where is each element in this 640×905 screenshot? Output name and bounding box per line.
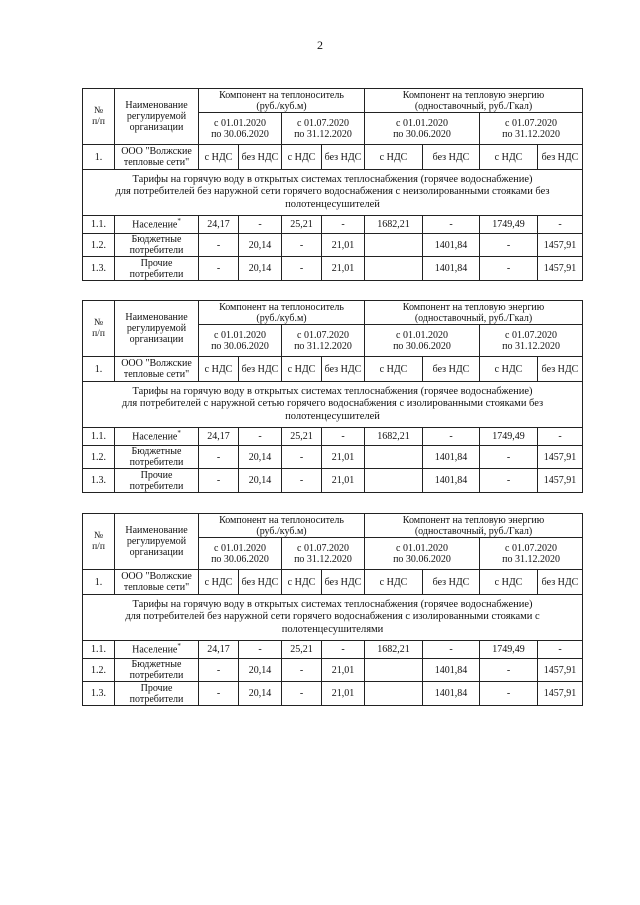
consumer-name: Бюджетные потребители <box>115 446 199 469</box>
carrier-value: 20,14 <box>239 234 282 257</box>
vat-included-label: с НДС <box>199 357 239 382</box>
footnote-mark: * <box>177 217 181 226</box>
carrier-value: 20,14 <box>239 659 282 682</box>
header-organization: Наименование регулируемой организации <box>115 89 199 145</box>
vat-excluded-label: без НДС <box>423 570 480 595</box>
tariff-caption: Тарифы на горячую воду в открытых системах теплоснабжения (горячее водоснабжение) для потребителей с наружной сетью горячего водоснабжения с изолированными стояками без полотенцесушителей <box>83 382 583 428</box>
carrier-value: 25,21 <box>282 641 322 659</box>
footnote-mark: * <box>177 429 181 438</box>
vat-included-label: с НДС <box>365 145 423 170</box>
row-number: 1.3. <box>83 469 115 493</box>
energy-value: 1401,84 <box>423 659 480 682</box>
carrier-value: 20,14 <box>239 469 282 493</box>
header-carrier-component: Компонент на теплоноситель (руб./куб.м) <box>199 301 365 325</box>
energy-value: 1457,91 <box>538 682 583 706</box>
vat-included-label: с НДС <box>480 570 538 595</box>
org-name: ООО "Волжские тепловые сети" <box>115 357 199 382</box>
consumer-name: Население* <box>115 216 199 234</box>
energy-value: - <box>538 216 583 234</box>
energy-value <box>365 682 423 706</box>
tariff-table <box>82 513 583 706</box>
energy-value: 1401,84 <box>423 234 480 257</box>
carrier-value: 25,21 <box>282 216 322 234</box>
org-name: ООО "Волжские тепловые сети" <box>115 145 199 170</box>
energy-value: - <box>538 641 583 659</box>
carrier-value: 20,14 <box>239 682 282 706</box>
energy-value: - <box>480 682 538 706</box>
tariff-caption: Тарифы на горячую воду в открытых системах теплоснабжения (горячее водоснабжение) для потребителей без наружной сети горячего водоснабжения с изолированными стояками с полотенцесушителями <box>83 595 583 641</box>
header-period-1: с 01.01.2020 по 30.06.2020 <box>199 538 282 570</box>
carrier-value: - <box>322 428 365 446</box>
vat-included-label: с НДС <box>199 145 239 170</box>
carrier-value: - <box>282 682 322 706</box>
carrier-value: - <box>282 446 322 469</box>
table-row <box>83 234 583 257</box>
header-number: № п/п <box>83 301 115 357</box>
row-number: 1.1. <box>83 216 115 234</box>
energy-value: 1682,21 <box>365 216 423 234</box>
header-period-1: с 01.01.2020 по 30.06.2020 <box>365 113 480 145</box>
energy-value <box>365 234 423 257</box>
header-period-2: с 01.07.2020 по 31.12.2020 <box>480 325 583 357</box>
energy-value: 1749,49 <box>480 641 538 659</box>
carrier-value: 25,21 <box>282 428 322 446</box>
energy-value: 1457,91 <box>538 469 583 493</box>
row-number: 1.3. <box>83 682 115 706</box>
vat-excluded-label: без НДС <box>423 357 480 382</box>
vat-excluded-label: без НДС <box>239 570 282 595</box>
carrier-value: 21,01 <box>322 234 365 257</box>
table-row <box>83 641 583 659</box>
footnote-mark: * <box>177 642 181 651</box>
carrier-value: - <box>322 216 365 234</box>
table-row <box>83 216 583 234</box>
carrier-value: - <box>199 446 239 469</box>
energy-value: 1457,91 <box>538 234 583 257</box>
table-row <box>83 446 583 469</box>
vat-included-label: с НДС <box>282 145 322 170</box>
energy-value: 1401,84 <box>423 446 480 469</box>
carrier-value: 20,14 <box>239 257 282 281</box>
vat-included-label: с НДС <box>480 145 538 170</box>
carrier-value: 21,01 <box>322 469 365 493</box>
carrier-value: 21,01 <box>322 659 365 682</box>
header-period-2: с 01.07.2020 по 31.12.2020 <box>282 113 365 145</box>
energy-value: 1457,91 <box>538 446 583 469</box>
consumer-name: Население* <box>115 641 199 659</box>
vat-included-label: с НДС <box>365 570 423 595</box>
consumer-name: Бюджетные потребители <box>115 659 199 682</box>
carrier-value: - <box>239 216 282 234</box>
vat-excluded-label: без НДС <box>423 145 480 170</box>
carrier-value: 24,17 <box>199 428 239 446</box>
energy-value: 1401,84 <box>423 469 480 493</box>
table-row <box>83 257 583 281</box>
carrier-value: - <box>282 234 322 257</box>
carrier-value: - <box>282 469 322 493</box>
energy-value <box>365 469 423 493</box>
carrier-value: - <box>282 659 322 682</box>
vat-included-label: с НДС <box>365 357 423 382</box>
table-row <box>83 682 583 706</box>
header-period-1: с 01.01.2020 по 30.06.2020 <box>199 113 282 145</box>
header-period-2: с 01.07.2020 по 31.12.2020 <box>480 538 583 570</box>
vat-included-label: с НДС <box>199 570 239 595</box>
table-row <box>83 469 583 493</box>
energy-value: 1682,21 <box>365 641 423 659</box>
header-carrier-component: Компонент на теплоноситель (руб./куб.м) <box>199 514 365 538</box>
vat-excluded-label: без НДС <box>322 145 365 170</box>
page-number: 2 <box>317 38 323 52</box>
header-period-2: с 01.07.2020 по 31.12.2020 <box>480 113 583 145</box>
header-number: № п/п <box>83 514 115 570</box>
vat-excluded-label: без НДС <box>239 145 282 170</box>
energy-value: 1401,84 <box>423 257 480 281</box>
energy-value: - <box>538 428 583 446</box>
vat-excluded-label: без НДС <box>538 357 583 382</box>
header-period-2: с 01.07.2020 по 31.12.2020 <box>282 325 365 357</box>
carrier-value: - <box>322 641 365 659</box>
consumer-name: Прочие потребители <box>115 682 199 706</box>
carrier-value: 24,17 <box>199 641 239 659</box>
energy-value: 1401,84 <box>423 682 480 706</box>
header-energy-component: Компонент на тепловую энергию (одноставочный, руб./Гкал) <box>365 514 583 538</box>
row-number: 1.2. <box>83 234 115 257</box>
row-number: 1.2. <box>83 659 115 682</box>
tariff-table <box>82 300 583 493</box>
carrier-value: - <box>239 428 282 446</box>
energy-value: - <box>423 641 480 659</box>
consumer-name: Прочие потребители <box>115 469 199 493</box>
row-number: 1.3. <box>83 257 115 281</box>
carrier-value: 21,01 <box>322 257 365 281</box>
vat-excluded-label: без НДС <box>322 570 365 595</box>
carrier-value: - <box>282 257 322 281</box>
carrier-value: 21,01 <box>322 446 365 469</box>
org-number: 1. <box>83 357 115 382</box>
carrier-value: 24,17 <box>199 216 239 234</box>
consumer-name: Прочие потребители <box>115 257 199 281</box>
header-period-1: с 01.01.2020 по 30.06.2020 <box>365 538 480 570</box>
org-name: ООО "Волжские тепловые сети" <box>115 570 199 595</box>
header-carrier-component: Компонент на теплоноситель (руб./куб.м) <box>199 89 365 113</box>
energy-value: - <box>480 234 538 257</box>
table-row <box>83 659 583 682</box>
header-energy-component: Компонент на тепловую энергию (одноставочный, руб./Гкал) <box>365 301 583 325</box>
energy-value: 1749,49 <box>480 428 538 446</box>
header-period-1: с 01.01.2020 по 30.06.2020 <box>365 325 480 357</box>
vat-included-label: с НДС <box>480 357 538 382</box>
header-energy-component: Компонент на тепловую энергию (одноставочный, руб./Гкал) <box>365 89 583 113</box>
vat-excluded-label: без НДС <box>538 570 583 595</box>
energy-value: 1749,49 <box>480 216 538 234</box>
energy-value: - <box>480 446 538 469</box>
header-organization: Наименование регулируемой организации <box>115 301 199 357</box>
carrier-value: - <box>199 469 239 493</box>
carrier-value: - <box>199 682 239 706</box>
energy-value: - <box>480 659 538 682</box>
org-number: 1. <box>83 570 115 595</box>
energy-value: - <box>480 257 538 281</box>
carrier-value: - <box>199 659 239 682</box>
energy-value <box>365 446 423 469</box>
header-period-1: с 01.01.2020 по 30.06.2020 <box>199 325 282 357</box>
vat-included-label: с НДС <box>282 357 322 382</box>
vat-included-label: с НДС <box>282 570 322 595</box>
org-number: 1. <box>83 145 115 170</box>
header-period-2: с 01.07.2020 по 31.12.2020 <box>282 538 365 570</box>
consumer-name: Население* <box>115 428 199 446</box>
row-number: 1.1. <box>83 641 115 659</box>
carrier-value: - <box>199 257 239 281</box>
energy-value: 1682,21 <box>365 428 423 446</box>
energy-value <box>365 257 423 281</box>
energy-value: - <box>480 469 538 493</box>
row-number: 1.1. <box>83 428 115 446</box>
carrier-value: - <box>239 641 282 659</box>
row-number: 1.2. <box>83 446 115 469</box>
energy-value: - <box>423 216 480 234</box>
tariff-table <box>82 88 583 281</box>
energy-value <box>365 659 423 682</box>
carrier-value: 21,01 <box>322 682 365 706</box>
carrier-value: - <box>199 234 239 257</box>
vat-excluded-label: без НДС <box>239 357 282 382</box>
consumer-name: Бюджетные потребители <box>115 234 199 257</box>
header-number: № п/п <box>83 89 115 145</box>
vat-excluded-label: без НДС <box>538 145 583 170</box>
carrier-value: 20,14 <box>239 446 282 469</box>
energy-value: 1457,91 <box>538 659 583 682</box>
energy-value: - <box>423 428 480 446</box>
tariff-caption: Тарифы на горячую воду в открытых системах теплоснабжения (горячее водоснабжение) для потребителей без наружной сети горячего водоснабжения с неизолированными стояками без полотенцесушителей <box>83 170 583 216</box>
table-row <box>83 428 583 446</box>
vat-excluded-label: без НДС <box>322 357 365 382</box>
header-organization: Наименование регулируемой организации <box>115 514 199 570</box>
energy-value: 1457,91 <box>538 257 583 281</box>
